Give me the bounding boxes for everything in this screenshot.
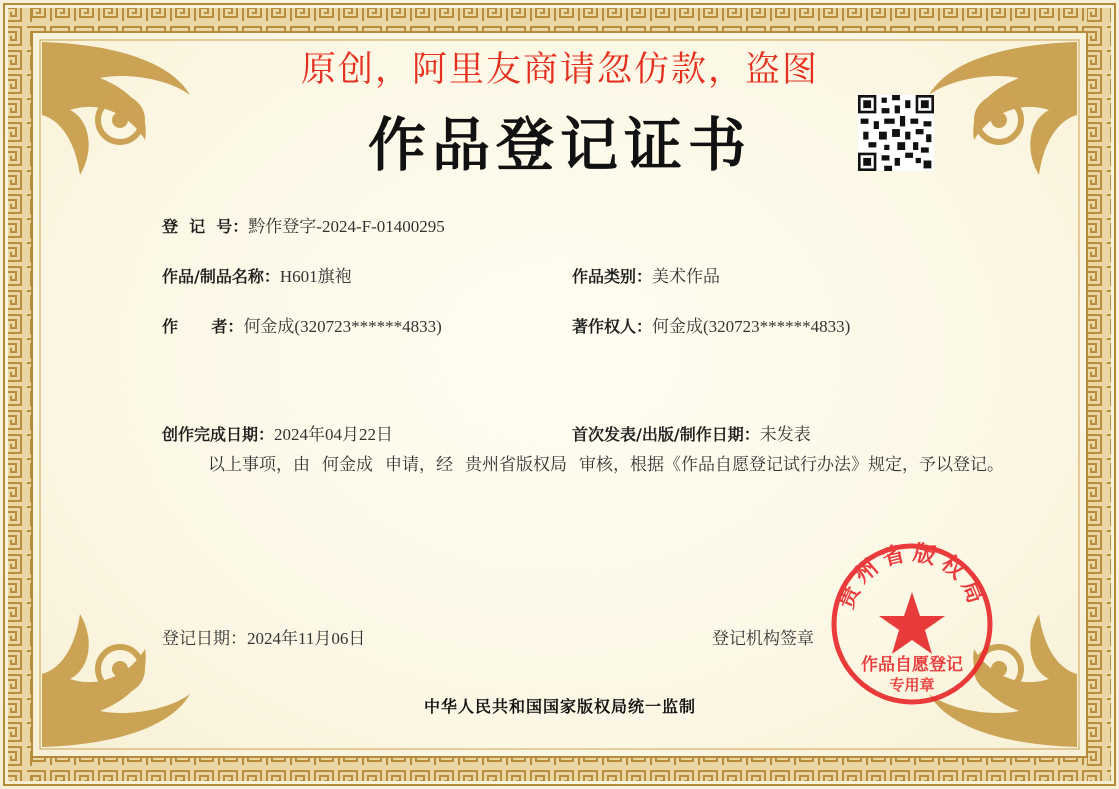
field-created-date <box>162 420 393 445</box>
seal-inner-line-2: 专用章 <box>889 676 935 694</box>
created-value: 2024年04月22日 <box>274 425 394 444</box>
registration-statement <box>162 452 1032 478</box>
created-label: 创作完成日期： <box>162 425 275 444</box>
sign-label: 登记机构签章 <box>712 629 814 648</box>
work-type-label: 作品类别： <box>572 267 653 286</box>
statement-authority: 贵州省版权局 <box>465 455 567 474</box>
owner-label: 著作权人： <box>572 317 653 336</box>
seal-star-icon <box>879 592 945 654</box>
field-published-date <box>572 420 811 445</box>
published-label: 首次发表/出版/制作日期： <box>572 425 760 444</box>
field-work-type <box>572 262 720 287</box>
reg-no-label: 登 记 号： <box>162 217 249 236</box>
official-seal <box>828 540 996 708</box>
owner-value: 何金成(320723******4833) <box>652 317 851 336</box>
watermark-text: 原创，阿里友商请忽仿款，盗图 <box>300 50 819 90</box>
footer-supervision: 中华人民共和国国家版权局统一监制 <box>423 697 696 716</box>
author-label: 作 者： <box>162 317 244 336</box>
work-name-value: H601旗袍 <box>279 267 352 286</box>
work-name-label: 作品/制品名称： <box>162 267 280 286</box>
corner-ornament-top-left <box>42 42 190 175</box>
author-value: 何金成(320723******4833) <box>243 317 442 336</box>
seal-inner-line-1: 作品自愿登记 <box>861 655 963 675</box>
statement-part-1: 以上事项，由 <box>208 455 310 474</box>
field-reg-no <box>162 212 445 237</box>
field-owner <box>572 312 850 337</box>
corner-ornament-top-right <box>929 42 1077 175</box>
statement-part-2: 申请，经 <box>385 455 453 474</box>
seal-ring-text: 贵州省版权局 <box>833 540 991 613</box>
statement-applicant: 何金成 <box>322 455 373 474</box>
registration-date <box>162 624 365 649</box>
published-value: 未发表 <box>759 425 811 444</box>
reg-no-value: 黔作登字-2024-F-01400295 <box>248 217 445 236</box>
reg-date-value: 2024年11月06日 <box>247 629 366 648</box>
field-author <box>162 312 442 337</box>
statement-part-3: 审核，根据《作品自愿登记试行办法》规定，予以登记。 <box>579 455 1004 474</box>
certificate-title: 作品登记证书 <box>367 111 752 179</box>
reg-date-label: 登记日期： <box>162 629 247 648</box>
work-type-value: 美术作品 <box>652 267 721 286</box>
field-work-name <box>162 262 352 287</box>
qr-code-icon <box>858 95 934 171</box>
